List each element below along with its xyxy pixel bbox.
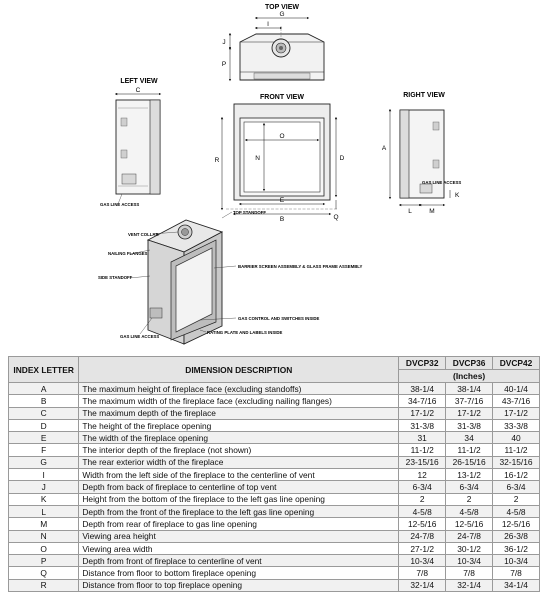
dim-o: O [279, 133, 285, 140]
description-cell: Depth from the front of the fireplace to the left gas line opening [79, 505, 399, 517]
dvcp42-value: 40 [493, 432, 540, 444]
description-cell: Depth from rear of fireplace to gas line opening [79, 518, 399, 530]
dvcp42-value: 40-1/4 [493, 383, 540, 395]
table-row [9, 530, 540, 542]
dvcp42-value: 6-3/4 [493, 481, 540, 493]
dvcp36-value: 10-3/4 [446, 555, 493, 567]
index-letter-cell: F [9, 444, 79, 456]
dvcp32-value: 31-3/8 [399, 419, 446, 431]
dvcp32-value: 17-1/2 [399, 407, 446, 419]
dvcp36-value: 4-5/8 [446, 505, 493, 517]
nailing-flanges-label: NAILING FLANGES [108, 251, 148, 256]
rating-plate-label: RATING PLATE AND LABELS INSIDE [207, 330, 283, 335]
front-view-label: FRONT VIEW [260, 94, 304, 101]
dvcp32-value: 11-1/2 [399, 444, 446, 456]
index-letter-cell: O [9, 542, 79, 554]
index-letter-cell: I [9, 469, 79, 481]
dvcp42-value: 11-1/2 [493, 444, 540, 456]
table-row [9, 395, 540, 407]
table-row [9, 444, 540, 456]
dim-r: R [214, 157, 220, 164]
dvcp32-value: 6-3/4 [399, 481, 446, 493]
dvcp36-value: 26-15/16 [446, 456, 493, 468]
description-header: DIMENSION DESCRIPTION [79, 357, 399, 383]
gas-line-access-left-label: GAS LINE ACCESS [100, 202, 140, 207]
index-letter-cell: P [9, 555, 79, 567]
index-letter-cell: A [9, 383, 79, 395]
dvcp42-value: 17-1/2 [493, 407, 540, 419]
dvcp32-value: 27-1/2 [399, 542, 446, 554]
index-letter-cell: J [9, 481, 79, 493]
description-cell: Distance from floor to bottom fireplace opening [79, 567, 399, 579]
dimension-rows [9, 383, 540, 592]
dvcp42-value: 43-7/16 [493, 395, 540, 407]
description-cell: The width of the fireplace opening [79, 432, 399, 444]
index-letter-cell: R [9, 579, 79, 591]
dvcp42-value: 10-3/4 [493, 555, 540, 567]
barrier-screen-label: BARRIER SCREEN ASSEMBLY & GLASS FRAME ASSEMBLY [238, 264, 363, 269]
dvcp32-value: 32-1/4 [399, 579, 446, 591]
description-cell: The maximum height of fireplace face (excluding standoffs) [79, 383, 399, 395]
dvcp42-value: 32-15/16 [493, 456, 540, 468]
units-header: (Inches) [399, 370, 540, 383]
index-letter-header: INDEX LETTER [9, 357, 79, 383]
dvcp42-value: 33-3/8 [493, 419, 540, 431]
dvcp36-value: 38-1/4 [446, 383, 493, 395]
table-row [9, 493, 540, 505]
table-row [9, 505, 540, 517]
dvcp36-value: 30-1/2 [446, 542, 493, 554]
description-cell: The maximum width of the fireplace face (excluding nailing flanges) [79, 395, 399, 407]
right-view-label: RIGHT VIEW [403, 92, 445, 99]
dim-b: B [279, 216, 285, 223]
description-cell: Depth from front of fireplace to centerline of vent [79, 555, 399, 567]
dvcp36-value: 31-3/8 [446, 419, 493, 431]
dim-d: D [339, 155, 345, 162]
dvcp36-value: 7/8 [446, 567, 493, 579]
description-cell: Viewing area width [79, 542, 399, 554]
description-cell: Distance from floor to top fireplace opening [79, 579, 399, 591]
description-cell: Depth from back of fireplace to centerline of top vent [79, 481, 399, 493]
dvcp36-value: 32-1/4 [446, 579, 493, 591]
table-row [9, 469, 540, 481]
index-letter-cell: B [9, 395, 79, 407]
dim-p: P [221, 61, 227, 68]
index-letter-cell: E [9, 432, 79, 444]
dvcp42-value: 4-5/8 [493, 505, 540, 517]
dvcp32-value: 31 [399, 432, 446, 444]
table-row [9, 383, 540, 395]
description-cell: Height from the bottom of the fireplace to the left gas line opening [79, 493, 399, 505]
dvcp32-value: 7/8 [399, 567, 446, 579]
description-cell: The maximum depth of the fireplace [79, 407, 399, 419]
dvcp32-value: 24-7/8 [399, 530, 446, 542]
table-row [9, 555, 540, 567]
model-header: DVCP36 [446, 357, 493, 370]
table-row [9, 481, 540, 493]
table-row [9, 419, 540, 431]
index-letter-cell: N [9, 530, 79, 542]
dvcp32-value: 23-15/16 [399, 456, 446, 468]
top-view [222, 4, 324, 80]
index-letter-cell: K [9, 493, 79, 505]
description-cell: The rear exterior width of the fireplace [79, 456, 399, 468]
index-letter-cell: M [9, 518, 79, 530]
dvcp36-value: 11-1/2 [446, 444, 493, 456]
model-header: DVCP32 [399, 357, 446, 370]
dim-e: E [279, 197, 285, 204]
dim-n: N [255, 155, 260, 162]
dvcp32-value: 34-7/16 [399, 395, 446, 407]
table-row [9, 456, 540, 468]
index-letter-cell: D [9, 419, 79, 431]
table-row [9, 518, 540, 530]
dvcp36-value: 37-7/16 [446, 395, 493, 407]
right-view [382, 92, 462, 215]
left-view [100, 78, 160, 207]
table-row [9, 542, 540, 554]
gas-line-access-iso-label: GAS LINE ACCESS [120, 334, 160, 339]
side-standoff-label: SIDE STANDOFF [98, 275, 133, 280]
index-letter-cell: Q [9, 567, 79, 579]
dvcp42-value: 26-3/8 [493, 530, 540, 542]
dvcp36-value: 6-3/4 [446, 481, 493, 493]
table-row [9, 579, 540, 591]
dvcp42-value: 7/8 [493, 567, 540, 579]
dim-g: G [279, 11, 285, 18]
dim-m: M [429, 208, 435, 215]
dvcp32-value: 2 [399, 493, 446, 505]
left-view-label: LEFT VIEW [120, 78, 158, 85]
dvcp36-value: 34 [446, 432, 493, 444]
top-standoff-label: TOP STANDOFF [233, 210, 266, 215]
dvcp42-value: 2 [493, 493, 540, 505]
dvcp32-value: 4-5/8 [399, 505, 446, 517]
dim-i: I [267, 21, 269, 28]
dim-k: K [455, 192, 460, 199]
model-header: DVCP42 [493, 357, 540, 370]
description-cell: Width from the left side of the fireplace to the centerline of vent [79, 469, 399, 481]
gas-line-access-right-label: GAS LINE ACCESS [422, 180, 462, 185]
dim-a: A [381, 145, 387, 152]
description-cell: Viewing area height [79, 530, 399, 542]
top-view-label: TOP VIEW [265, 4, 299, 11]
dim-l: L [408, 208, 412, 215]
dvcp32-value: 38-1/4 [399, 383, 446, 395]
dvcp36-value: 13-1/2 [446, 469, 493, 481]
isometric-view [98, 210, 363, 344]
dimension-table [8, 356, 540, 592]
dvcp36-value: 17-1/2 [446, 407, 493, 419]
dim-q: Q [333, 214, 339, 221]
dvcp42-value: 16-1/2 [493, 469, 540, 481]
dvcp36-value: 24-7/8 [446, 530, 493, 542]
gas-control-label: GAS CONTROL AND SWITCHES INSIDE [238, 316, 320, 321]
dvcp36-value: 12-5/16 [446, 518, 493, 530]
dvcp32-value: 12 [399, 469, 446, 481]
dim-j: J [222, 39, 226, 46]
vent-collar-label: VENT COLLAR [128, 232, 159, 237]
dvcp32-value: 12-5/16 [399, 518, 446, 530]
dvcp32-value: 10-3/4 [399, 555, 446, 567]
front-view [215, 94, 345, 223]
description-cell: The height of the fireplace opening [79, 419, 399, 431]
dvcp36-value: 2 [446, 493, 493, 505]
dvcp42-value: 34-1/4 [493, 579, 540, 591]
table-row [9, 407, 540, 419]
table-row [9, 432, 540, 444]
dvcp42-value: 12-5/16 [493, 518, 540, 530]
index-letter-cell: L [9, 505, 79, 517]
dim-c: C [135, 87, 141, 94]
dvcp42-value: 36-1/2 [493, 542, 540, 554]
index-letter-cell: C [9, 407, 79, 419]
table-row [9, 567, 540, 579]
index-letter-cell: G [9, 456, 79, 468]
description-cell: The interior depth of the fireplace (not shown) [79, 444, 399, 456]
